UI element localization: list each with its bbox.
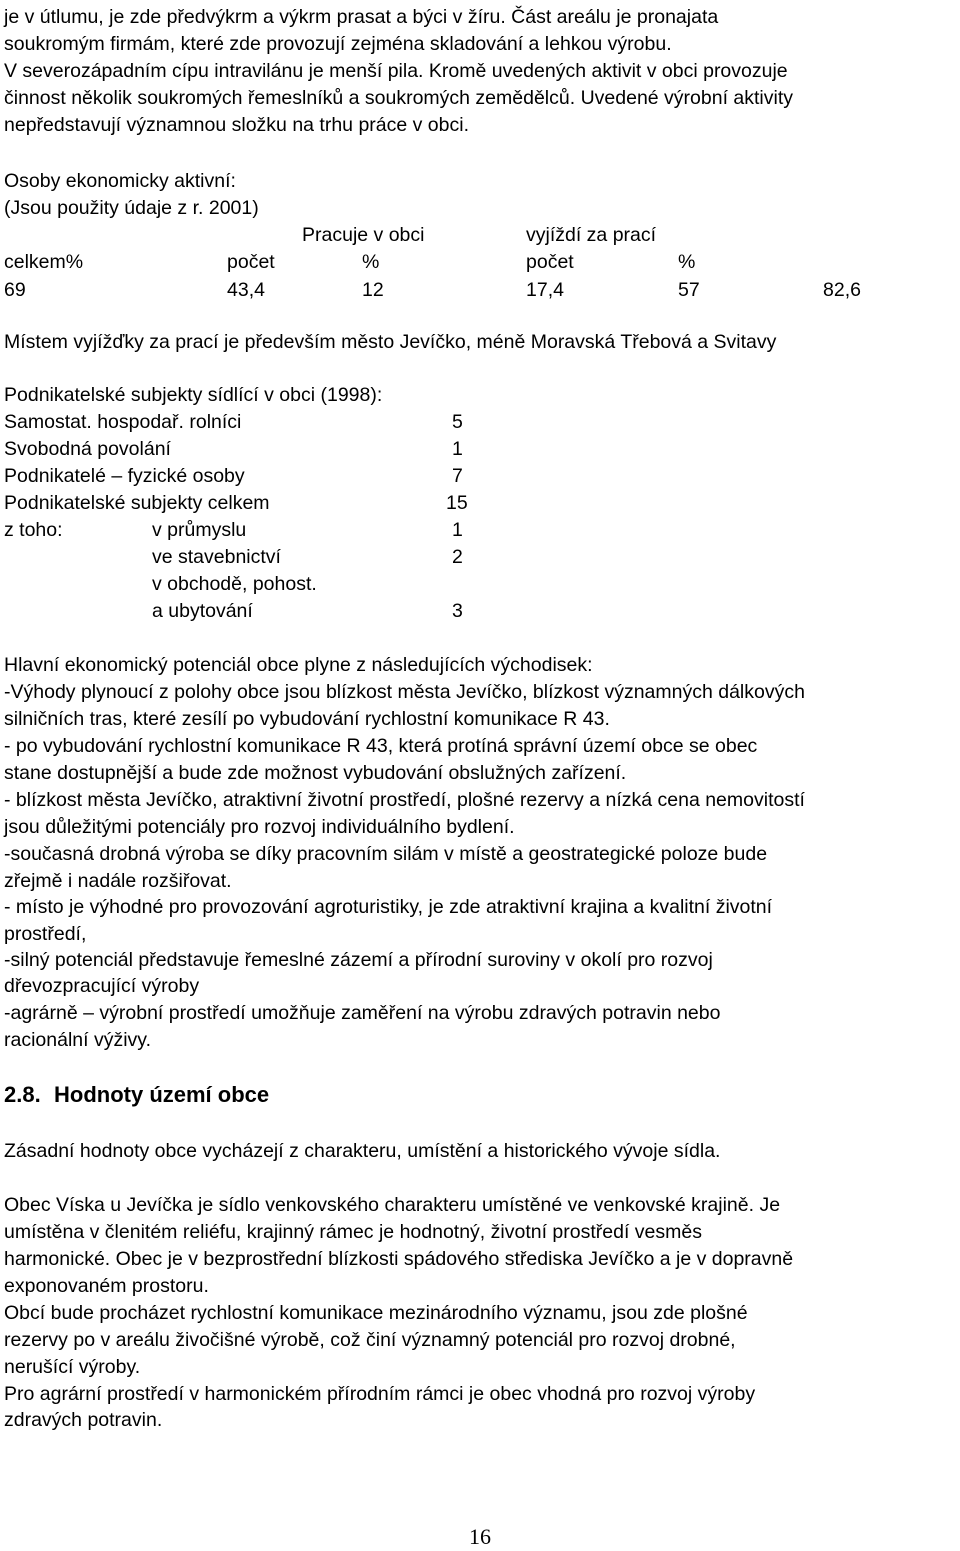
table-cell: 12 — [362, 279, 384, 301]
text-line: harmonické. Obec je v bezprostřední blízkosti spádového střediska Jevíčko a je v dopravně — [4, 1248, 794, 1270]
col-total-pct: celkem% — [4, 251, 84, 273]
text-line: zřejmě i nadále rozšiřovat. — [4, 870, 232, 892]
business-sub-value: 1 — [452, 519, 463, 541]
header-commutes: vyjíždí za prací — [526, 224, 657, 246]
text-line: stane dostupnější a bude zde možnost vybudování obslužných zařízení. — [4, 762, 627, 784]
text-line: - místo je výhodné pro provozování agroturistiky, je zde atraktivní krajina a kvalitní životní — [4, 896, 773, 918]
table-cell: 69 — [4, 279, 26, 301]
text-line: zdravých potravin. — [4, 1409, 163, 1431]
text-line: je v útlumu, je zde předvýkrm a výkrm prasat a býci v žíru. Část areálu je pronajata — [4, 6, 719, 28]
table-cell: 43,4 — [227, 279, 265, 301]
section-number: 2.8. — [4, 1082, 41, 1107]
section-heading — [4, 1081, 269, 1109]
text-line: exponovaném prostoru. — [4, 1275, 209, 1297]
text-line: soukromým firmám, které zde provozují zejména skladování a lehkou výrobu. — [4, 33, 672, 55]
text-line: jsou důležitými potenciály pro rozvoj individuálního bydlení. — [4, 816, 515, 838]
employment-title: Osoby ekonomicky aktivní: — [4, 170, 236, 192]
business-sub-label: a ubytování — [152, 600, 253, 622]
business-value: 15 — [446, 492, 468, 514]
text-line: - po vybudování rychlostní komunikace R 43, která protíná správní území obce se obec — [4, 735, 758, 757]
text-line: V severozápadním cípu intravilánu je menší pila. Kromě uvedených aktivit v obci provozuje — [4, 60, 788, 82]
text-line: - blízkost města Jevíčko, atraktivní životní prostředí, plošné rezervy a nízká cena nemovitostí — [4, 789, 805, 811]
business-sub-label: ve stavebnictví — [152, 546, 281, 568]
business-sub-value: 2 — [452, 546, 463, 568]
page-number: 16 — [469, 1524, 491, 1549]
text-line: silničních tras, které zesílí po vybudování rychlostní komunikace R 43. — [4, 708, 610, 730]
business-sub-label: v průmyslu — [152, 519, 247, 541]
text-line: prostředí, — [4, 923, 87, 945]
text-line: dřevozpracující výroby — [4, 975, 200, 997]
business-value: 7 — [452, 465, 463, 487]
table-cell: 17,4 — [526, 279, 564, 301]
text-line: rezervy po v areálu živočišné výrobě, což činí významný potenciál pro rozvoj drobné, — [4, 1329, 736, 1351]
col-commutes-count: počet — [526, 251, 574, 273]
business-label: Samostat. hospodař. rolníci — [4, 411, 242, 433]
text-line: činnost několik soukromých řemeslníků a soukromých zemědělců. Uvedené výrobní aktivity — [4, 87, 794, 109]
text-line: Obcí bude procházet rychlostní komunikace mezinárodního významu, jsou zde plošné — [4, 1302, 748, 1324]
col-commutes-pct: % — [678, 251, 696, 273]
text-line: Hlavní ekonomický potenciál obce plyne z následujících východisek: — [4, 654, 593, 676]
col-works-count: počet — [227, 251, 275, 273]
of-which-label: z toho: — [4, 519, 63, 541]
text-line: nerušící výroby. — [4, 1356, 141, 1378]
business-sub-label: v obchodě, pohost. — [152, 573, 317, 595]
section-title: Hodnoty území obce — [54, 1082, 270, 1107]
col-works-pct: % — [362, 251, 380, 273]
businesses-title: Podnikatelské subjekty sídlící v obci (1998): — [4, 384, 383, 406]
text-line: -agrárně – výrobní prostředí umožňuje zaměření na výrobu zdravých potravin nebo — [4, 1002, 721, 1024]
text-line: nepředstavují významnou složku na trhu práce v obci. — [4, 114, 470, 136]
text-line: Pro agrární prostředí v harmonickém přírodním rámci je obec vhodná pro rozvoj výroby — [4, 1383, 756, 1405]
text-line: umístěna v členitém reliéfu, krajinný rámec je hodnotný, životní prostředí vesměs — [4, 1221, 702, 1243]
text-line: -silný potenciál představuje řemeslné zázemí a přírodní suroviny v okolí pro rozvoj — [4, 949, 713, 971]
text-line: racionální výživy. — [4, 1029, 152, 1051]
commute-note: Místem vyjížďky za prací je především město Jevíčko, méně Moravská Třebová a Svitavy — [4, 331, 777, 353]
text-line: -Výhody plynoucí z polohy obce jsou blízkost města Jevíčko, blízkost významných dálkových — [4, 681, 805, 703]
business-label: Svobodná povolání — [4, 438, 171, 460]
source-note: (Jsou použity údaje z r. 2001) — [4, 197, 259, 219]
business-label: Podnikatelské subjekty celkem — [4, 492, 270, 514]
table-cell: 82,6 — [823, 279, 861, 301]
text-line: Obec Víska u Jevíčka je sídlo venkovského charakteru umístěné ve venkovské krajině. Je — [4, 1194, 781, 1216]
business-label: Podnikatelé – fyzické osoby — [4, 465, 245, 487]
table-cell: 57 — [678, 279, 700, 301]
business-sub-value: 3 — [452, 600, 463, 622]
business-value: 5 — [452, 411, 463, 433]
text-line: -současná drobná výroba se díky pracovním silám v místě a geostrategické poloze bude — [4, 843, 768, 865]
section-intro: Zásadní hodnoty obce vycházejí z charakteru, umístění a historického vývoje sídla. — [4, 1140, 721, 1162]
header-works-in-village: Pracuje v obci — [302, 224, 425, 246]
business-value: 1 — [452, 438, 463, 460]
